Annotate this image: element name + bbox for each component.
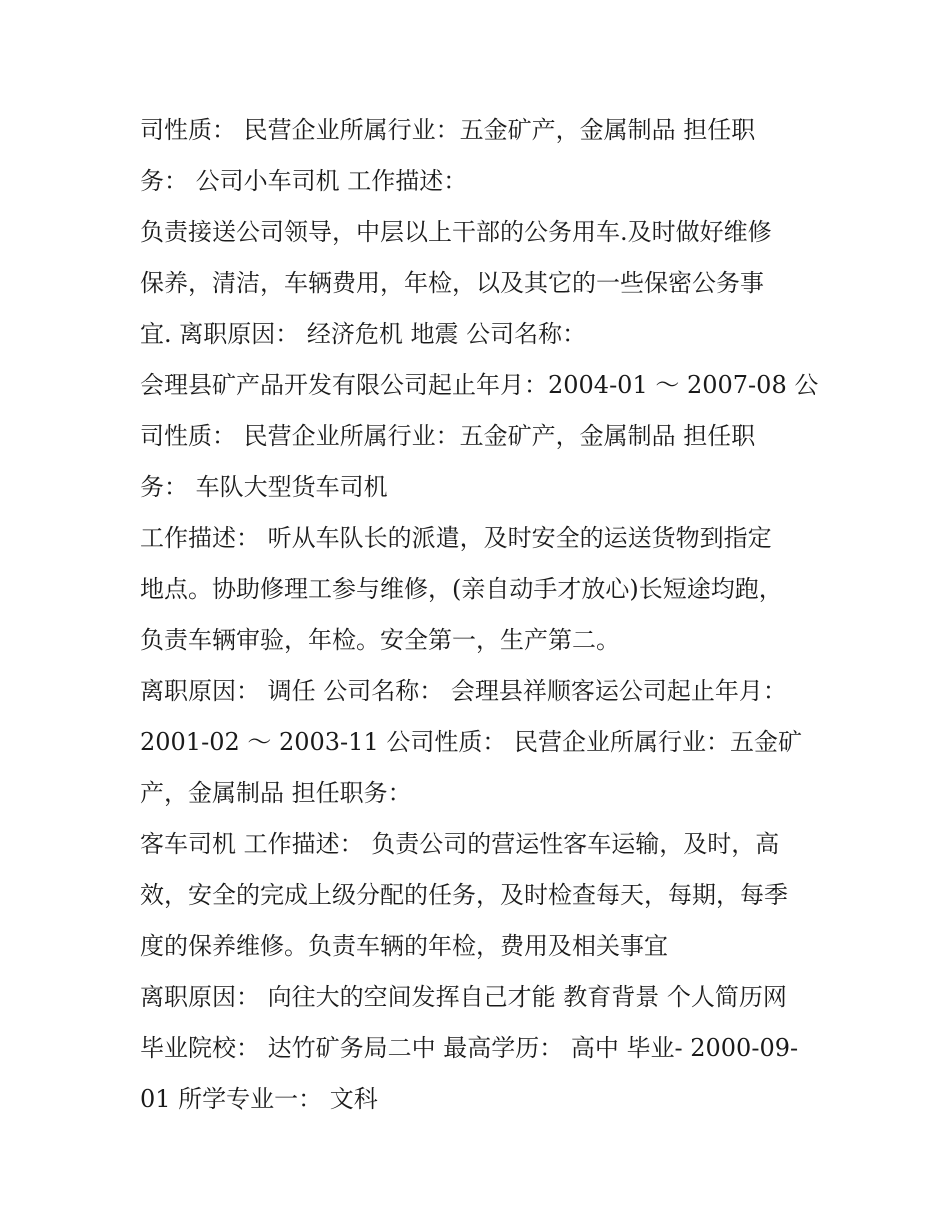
text-line-17: 度的保养维修。负责车辆的年检，费用及相关事宜 xyxy=(140,932,668,960)
text-line-9: 工作描述： 听从车队长的派遣，及时安全的运送货物到指定 xyxy=(140,524,772,552)
text-line-18: 离职原因： 向往大的空间发挥自己才能 教育背景 个人简历网 xyxy=(140,983,787,1011)
text-line-13: 2001-02 ～ 2003-11 公司性质： 民营企业所属行业：五金矿 xyxy=(140,728,802,756)
text-line-1: 司性质： 民营企业所属行业：五金矿产，金属制品 担任职 xyxy=(140,116,756,144)
text-line-11: 负责车辆审验，年检。安全第一，生产第二。 xyxy=(140,626,620,654)
text-line-8: 务： 车队大型货车司机 xyxy=(140,473,388,501)
text-line-16: 效，安全的完成上级分配的任务，及时检查每天，每期，每季 xyxy=(140,881,788,909)
text-line-7: 司性质： 民营企业所属行业：五金矿产，金属制品 担任职 xyxy=(140,422,756,450)
text-line-4: 保养，清洁，车辆费用，年检，以及其它的一些保密公务事 xyxy=(140,269,764,297)
text-line-10: 地点。协助修理工参与维修，(亲自动手才放心)长短途均跑， xyxy=(140,575,783,603)
text-line-20: 01 所学专业一： 文科 xyxy=(140,1085,378,1113)
text-line-5: 宜. 离职原因： 经济危机 地震 公司名称： xyxy=(140,320,587,348)
resume-text-block xyxy=(140,110,830,1130)
text-line-12: 离职原因： 调任 公司名称： 会理县祥顺客运公司起止年月： xyxy=(140,677,787,705)
text-line-2: 务： 公司小车司机 工作描述： xyxy=(140,167,468,195)
text-line-3: 负责接送公司领导，中层以上干部的公务用车.及时做好维修 xyxy=(140,218,772,246)
text-line-19: 毕业院校： 达竹矿务局二中 最高学历： 高中 毕业- 2000-09- xyxy=(140,1034,799,1062)
text-line-14: 产，金属制品 担任职务： xyxy=(140,779,412,807)
text-line-6: 会理县矿产品开发有限公司起止年月：2004-01 ～ 2007-08 公 xyxy=(140,371,819,399)
text-line-15: 客车司机 工作描述： 负责公司的营运性客车运输，及时，高 xyxy=(140,830,780,858)
